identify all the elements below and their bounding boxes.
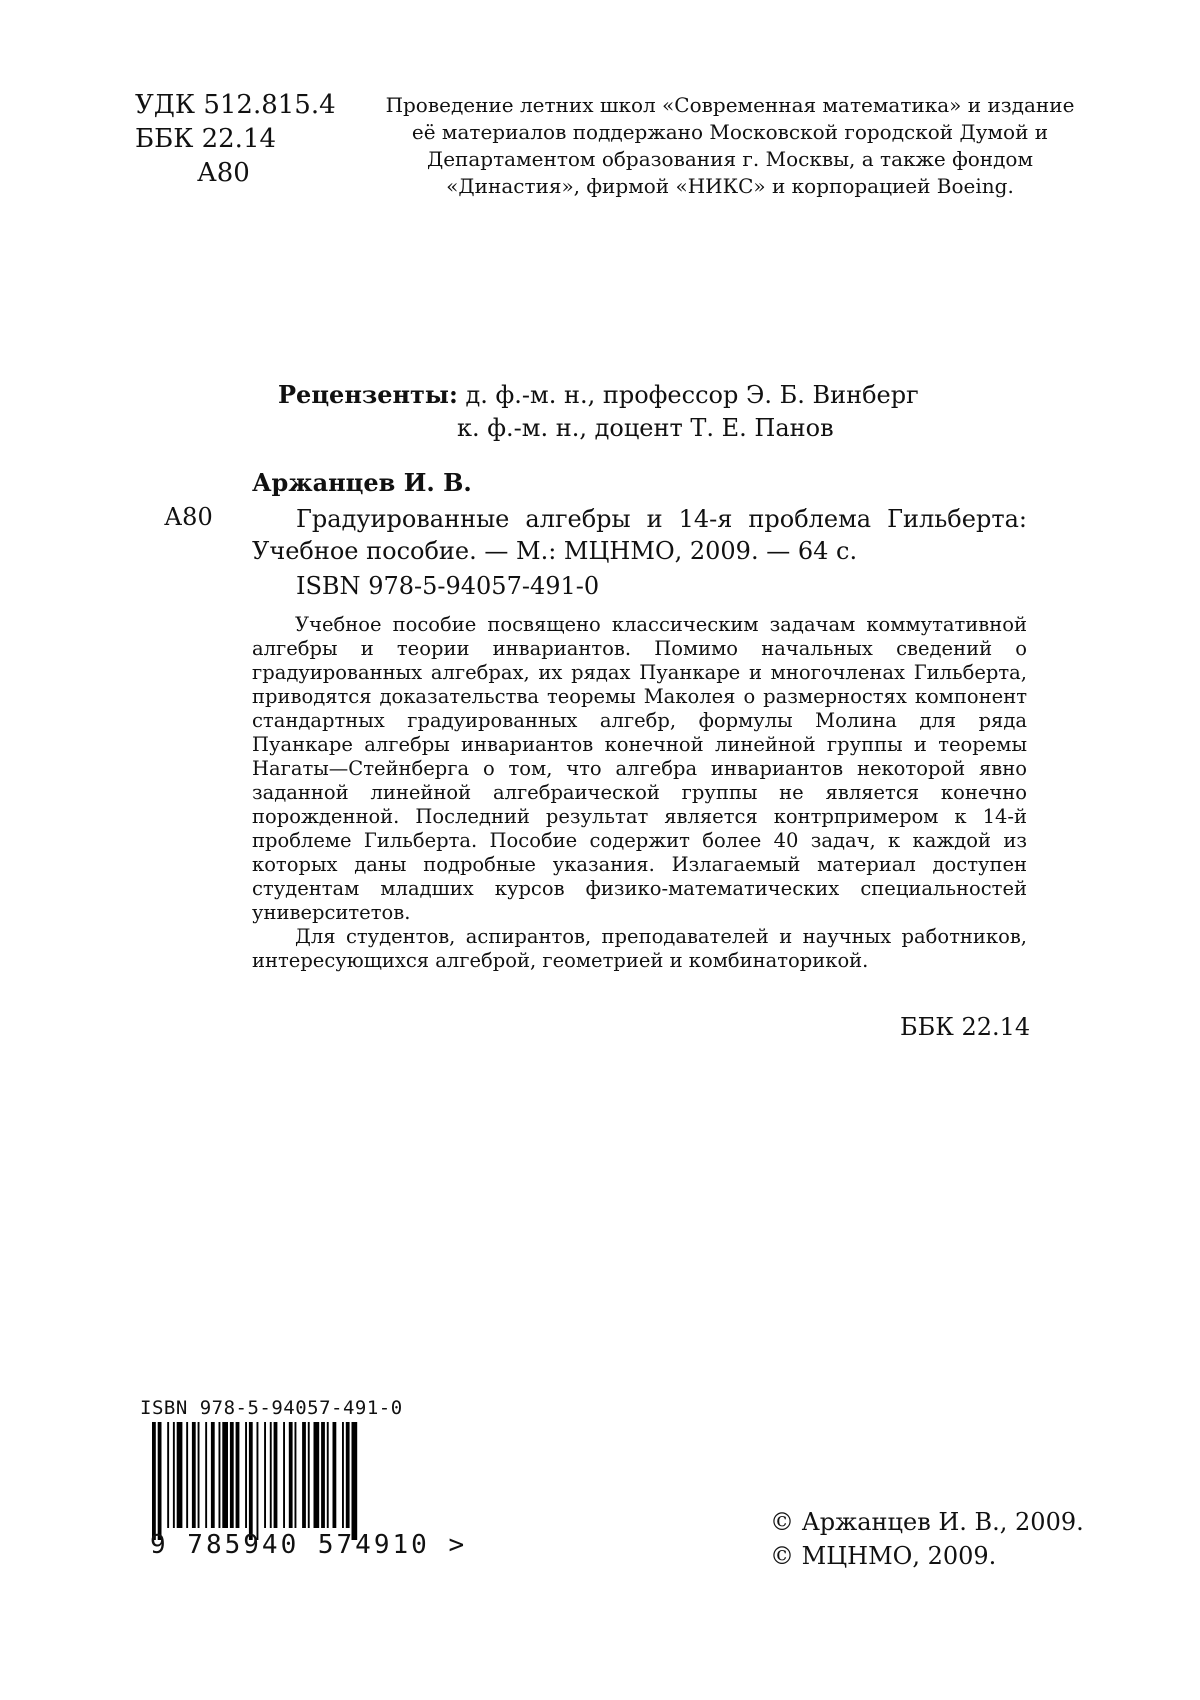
support-note: Проведение летних школ «Современная математика» и издание её материалов поддержано Московской городской Думой и Департаментом образования г. Москвы, а также фондом «Династия», фирмой «НИКС» и корпорацией Boeing. — [380, 92, 1080, 200]
barcode-bar — [283, 1422, 285, 1528]
barcode-bar — [177, 1422, 183, 1528]
barcode-bar — [245, 1422, 247, 1528]
book-code: А80 — [164, 503, 213, 531]
barcode-bar — [211, 1422, 215, 1528]
barcode-bar — [321, 1422, 325, 1528]
reviewers-label: Рецензенты: — [278, 380, 458, 409]
barcode-bar — [249, 1422, 253, 1540]
barcode-bar — [173, 1422, 175, 1528]
copyright-block — [770, 1505, 1084, 1573]
reviewers-block — [278, 378, 919, 445]
barcode-bar — [346, 1422, 350, 1528]
barcode-bar — [186, 1422, 188, 1528]
barcode-bar — [192, 1422, 196, 1528]
udk-code: УДК 512.815.4 — [135, 88, 336, 122]
copyright-author: © Аржанцев И. В., 2009. — [770, 1505, 1084, 1539]
barcode-bar — [198, 1422, 200, 1528]
barcode-bar — [222, 1422, 228, 1528]
barcode-bar — [158, 1422, 162, 1540]
book-author: Аржанцев И. В. — [252, 468, 472, 497]
barcode-bar — [236, 1422, 240, 1528]
bbk-footer: ББК 22.14 — [900, 1013, 1030, 1041]
barcode-bar — [219, 1422, 221, 1528]
reviewer-second: к. ф.-м. н., доцент Т. Е. Панов — [278, 412, 919, 445]
barcode-bar — [342, 1422, 344, 1528]
barcode-bar — [167, 1422, 169, 1528]
copyright-publisher: © МЦНМО, 2009. — [770, 1539, 1084, 1573]
barcode-bar — [289, 1422, 293, 1528]
barcode-bar — [308, 1422, 310, 1528]
barcode-digits: 9 785940 574910 > — [150, 1530, 467, 1560]
abstract-paragraph-1: Учебное пособие посвящено классическим задачам коммутативной алгебры и теории инвариантов. Помимо начальных сведений о градуированных алгебрах, их рядах Пуанкаре и многочленах Гильберта, приводятся доказательства теоремы Маколея о размерностях компонент стандартных градуированных алгебр, формулы Молина для ряда Пуанкаре алгебры инвариантов конечной линейной группы и теоремы Нагаты—Стейнберга о том, что алгебра инвариантов некоторой явно заданной линейной алгебраической группы не является конечно порожденной. Последний результат является контрпримером к 14-й проблеме Гильберта. Пособие содержит более 40 задач, к каждой из которых даны подробные указания. Излагаемый материал доступен студентам младших курсов физико-математических специальностей университетов. — [252, 613, 1027, 925]
barcode-bar — [257, 1422, 259, 1540]
classification-block — [135, 88, 336, 190]
barcode-bar — [274, 1422, 278, 1528]
barcode-isbn-label: ISBN 978-5-94057-491-0 — [140, 1397, 403, 1419]
barcode-graphic — [152, 1422, 420, 1540]
barcode-bar — [152, 1422, 156, 1540]
barcode-bar — [230, 1422, 234, 1528]
barcode-bar — [327, 1422, 329, 1528]
barcode-bar — [264, 1422, 266, 1528]
barcode-bar — [295, 1422, 297, 1528]
book-title: Градуированные алгебры и 14-я проблема Гильберта: Учебное пособие. — М.: МЦНМО, 2009. — 64 с. — [252, 503, 1027, 567]
barcode-bar — [270, 1422, 272, 1528]
abstract — [252, 613, 1027, 973]
barcode-bar — [352, 1422, 358, 1540]
author-sign: А80 — [135, 156, 336, 190]
reviewer-first: д. ф.-м. н., профессор Э. Б. Винберг — [465, 381, 918, 409]
barcode-bar — [314, 1422, 320, 1528]
book-isbn: ISBN 978-5-94057-491-0 — [296, 572, 599, 600]
barcode-bar — [333, 1422, 337, 1528]
barcode-bar — [205, 1422, 207, 1528]
bbk-code: ББК 22.14 — [135, 122, 336, 156]
barcode-bar — [302, 1422, 306, 1528]
abstract-paragraph-2: Для студентов, аспирантов, преподавателей и научных работников, интересующихся алгеброй, геометрией и комбинаторикой. — [252, 925, 1027, 973]
